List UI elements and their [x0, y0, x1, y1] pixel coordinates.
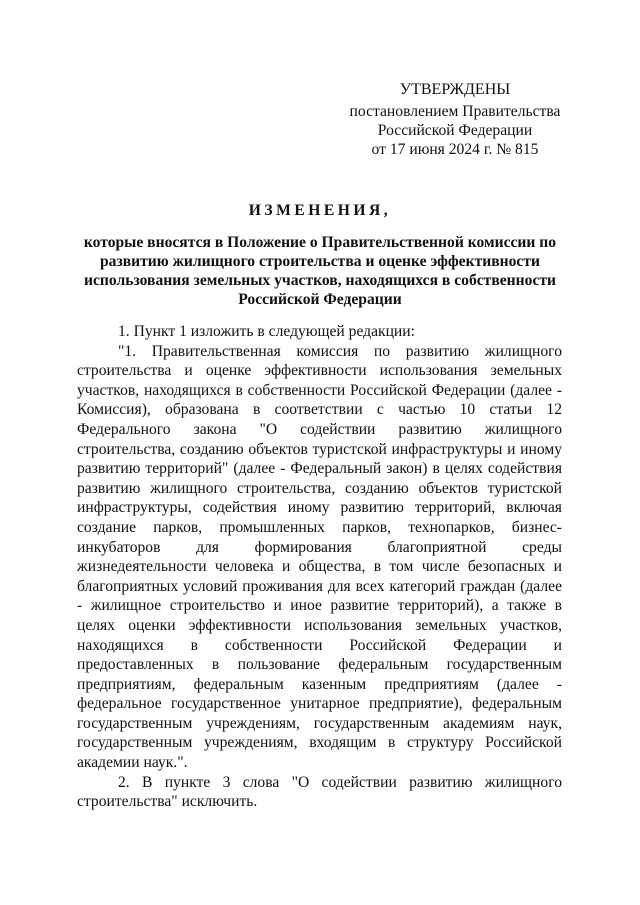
- document-title-block: [60, 201, 580, 309]
- document-subtitle: которые вносятся в Положение о Правительственной комиссии по развитию жилищного строительства и оценке эффективности использования земельных участков, находящихся в собственности Российской Федерации: [83, 234, 557, 308]
- paragraph-1: 1. Пункт 1 изложить в следующей редакции:: [118, 323, 415, 340]
- approval-block: [340, 80, 570, 159]
- approval-line-2: Российской Федерации: [377, 122, 533, 139]
- approval-line-3: от 17 июня 2024 г. № 815: [371, 141, 539, 158]
- document-title: ИЗМЕНЕНИЯ,: [248, 202, 392, 219]
- paragraph-2: "1. Правительственная комиссия по развитию жилищного строительства и оценке эффективности использования земельных участков, находящихся в собственности Российской Федерации (далее - Комиссия), образована в соответствии с частью 10 статьи 12 Федерального закона "О содействии развитию жилищного строительства, созданию объектов туристской инфраструктуры и иному развитию территорий" (далее - Федеральный закон) в целях содействия развитию жилищного строительства, созданию объектов туристской инфраструктуры, содействия иному развитию территорий, включая создание парков, промышленных парков, технопарков, бизнес-инкубаторов для формирования благоприятной среды жизнедеятельности человека и общества, в том числе безопасных и благоприятных условий проживания для всех категорий граждан (далее - жилищное строительство и иное развитие территорий), а также в целях оценки эффективности использования земельных участков, находящихся в собственности Российской Федерации и предоставленных в пользование федеральным государственным предприятиям, федеральным казенным предприятиям (далее - федеральное государственное унитарное предприятие), федеральным государственным учреждениям, государственным академиям наук, государственным учреждениям, входящим в структуру Российской академии наук.".: [77, 342, 562, 772]
- approval-line-1: постановлением Правительства: [349, 103, 561, 120]
- paragraph-3: 2. В пункте 3 слова "О содействии развитию жилищного строительства" исключить.: [77, 773, 562, 811]
- document-body: [77, 322, 562, 812]
- approval-heading: УТВЕРЖДЕНЫ: [399, 81, 511, 98]
